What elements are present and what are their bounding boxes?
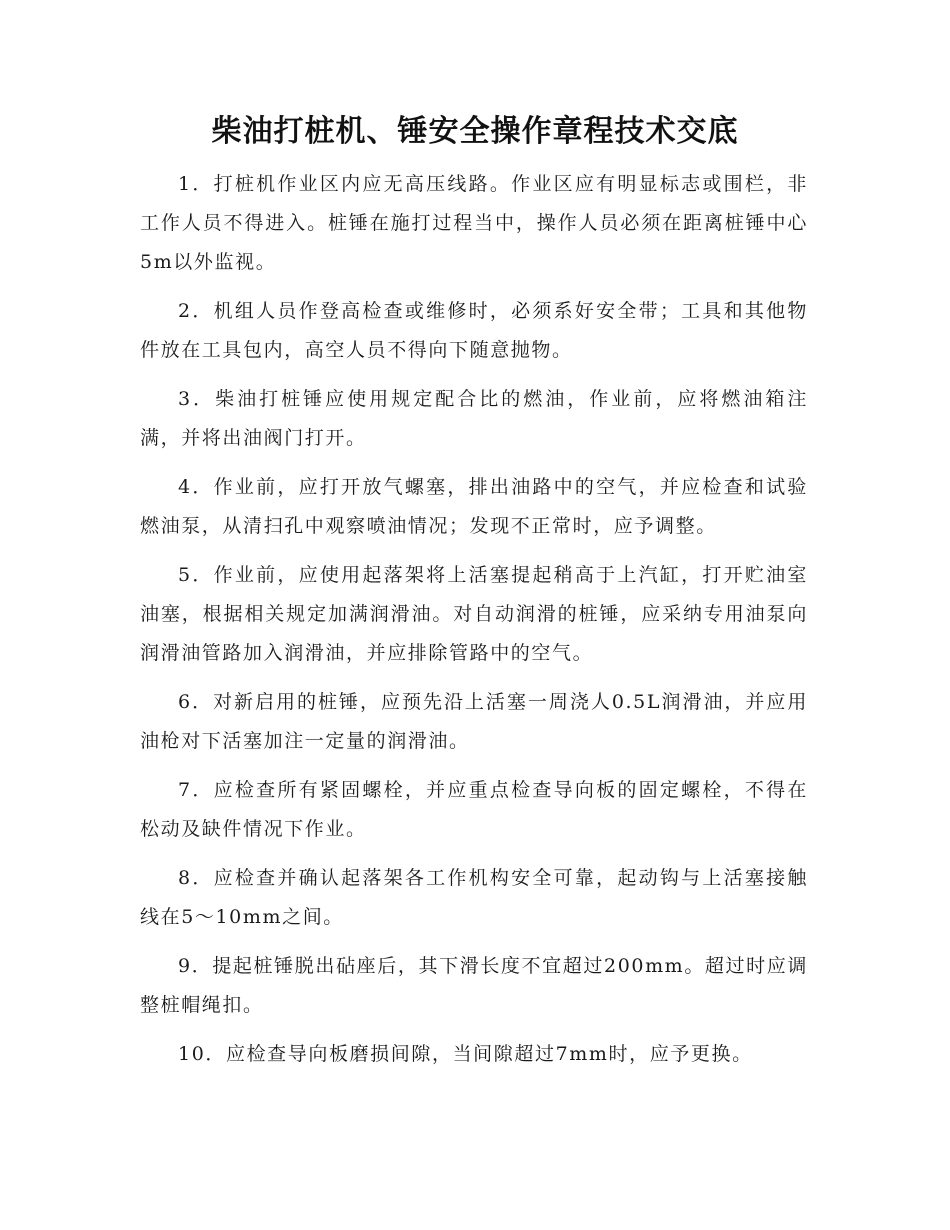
paragraph-10: 10．应检查导向板磨损间隙，当间隙超过7mm时，应予更换。 — [178, 1043, 753, 1065]
paragraph-3: 3．柴油打桩锤应使用规定配合比的燃油，作业前，应将燃油箱注满，并将出油阀门打开。 — [140, 388, 808, 449]
paragraph-9: 9．提起桩锤脱出砧座后，其下滑长度不宜超过200mm。超过时应调整桩帽绳扣。 — [140, 955, 808, 1016]
paragraph-1: 1．打桩机作业区内应无高压线路。作业区应有明显标志或围栏，非工作人员不得进入。桩锤在施打过程当中，操作人员必须在距离桩锤中心5m以外监视。 — [140, 173, 808, 273]
paragraph-5: 5．作业前，应使用起落架将上活塞提起稍高于上汽缸，打开贮油室油塞，根据相关规定加满润滑油。对自动润滑的桩锤，应采纳专用油泵向润滑油管路加入润滑油，并应排除管路中的空气。 — [140, 564, 808, 664]
paragraph-7: 7．应检查所有紧固螺栓，并应重点检查导向板的固定螺栓，不得在松动及缺件情况下作业。 — [140, 779, 808, 840]
paragraph-6: 6．对新启用的桩锤，应预先沿上活塞一周浇人0.5L润滑油，并应用油枪对下活塞加注一定量的润滑油。 — [140, 691, 808, 752]
paragraph-8: 8．应检查并确认起落架各工作机构安全可靠，起动钩与上活塞接触线在5～10mm之间。 — [140, 867, 808, 928]
document-body — [140, 165, 808, 1084]
document-title: 柴油打桩机、锤安全操作章程技术交底 — [211, 114, 739, 149]
paragraph-4: 4．作业前，应打开放气螺塞，排出油路中的空气，并应检查和试验燃油泵，从清扫孔中观察喷油情况；发现不正常时，应予调整。 — [140, 476, 808, 537]
paragraph-2: 2．机组人员作登高检查或维修时，必须系好安全带；工具和其他物件放在工具包内，高空人员不得向下随意抛物。 — [140, 300, 808, 361]
